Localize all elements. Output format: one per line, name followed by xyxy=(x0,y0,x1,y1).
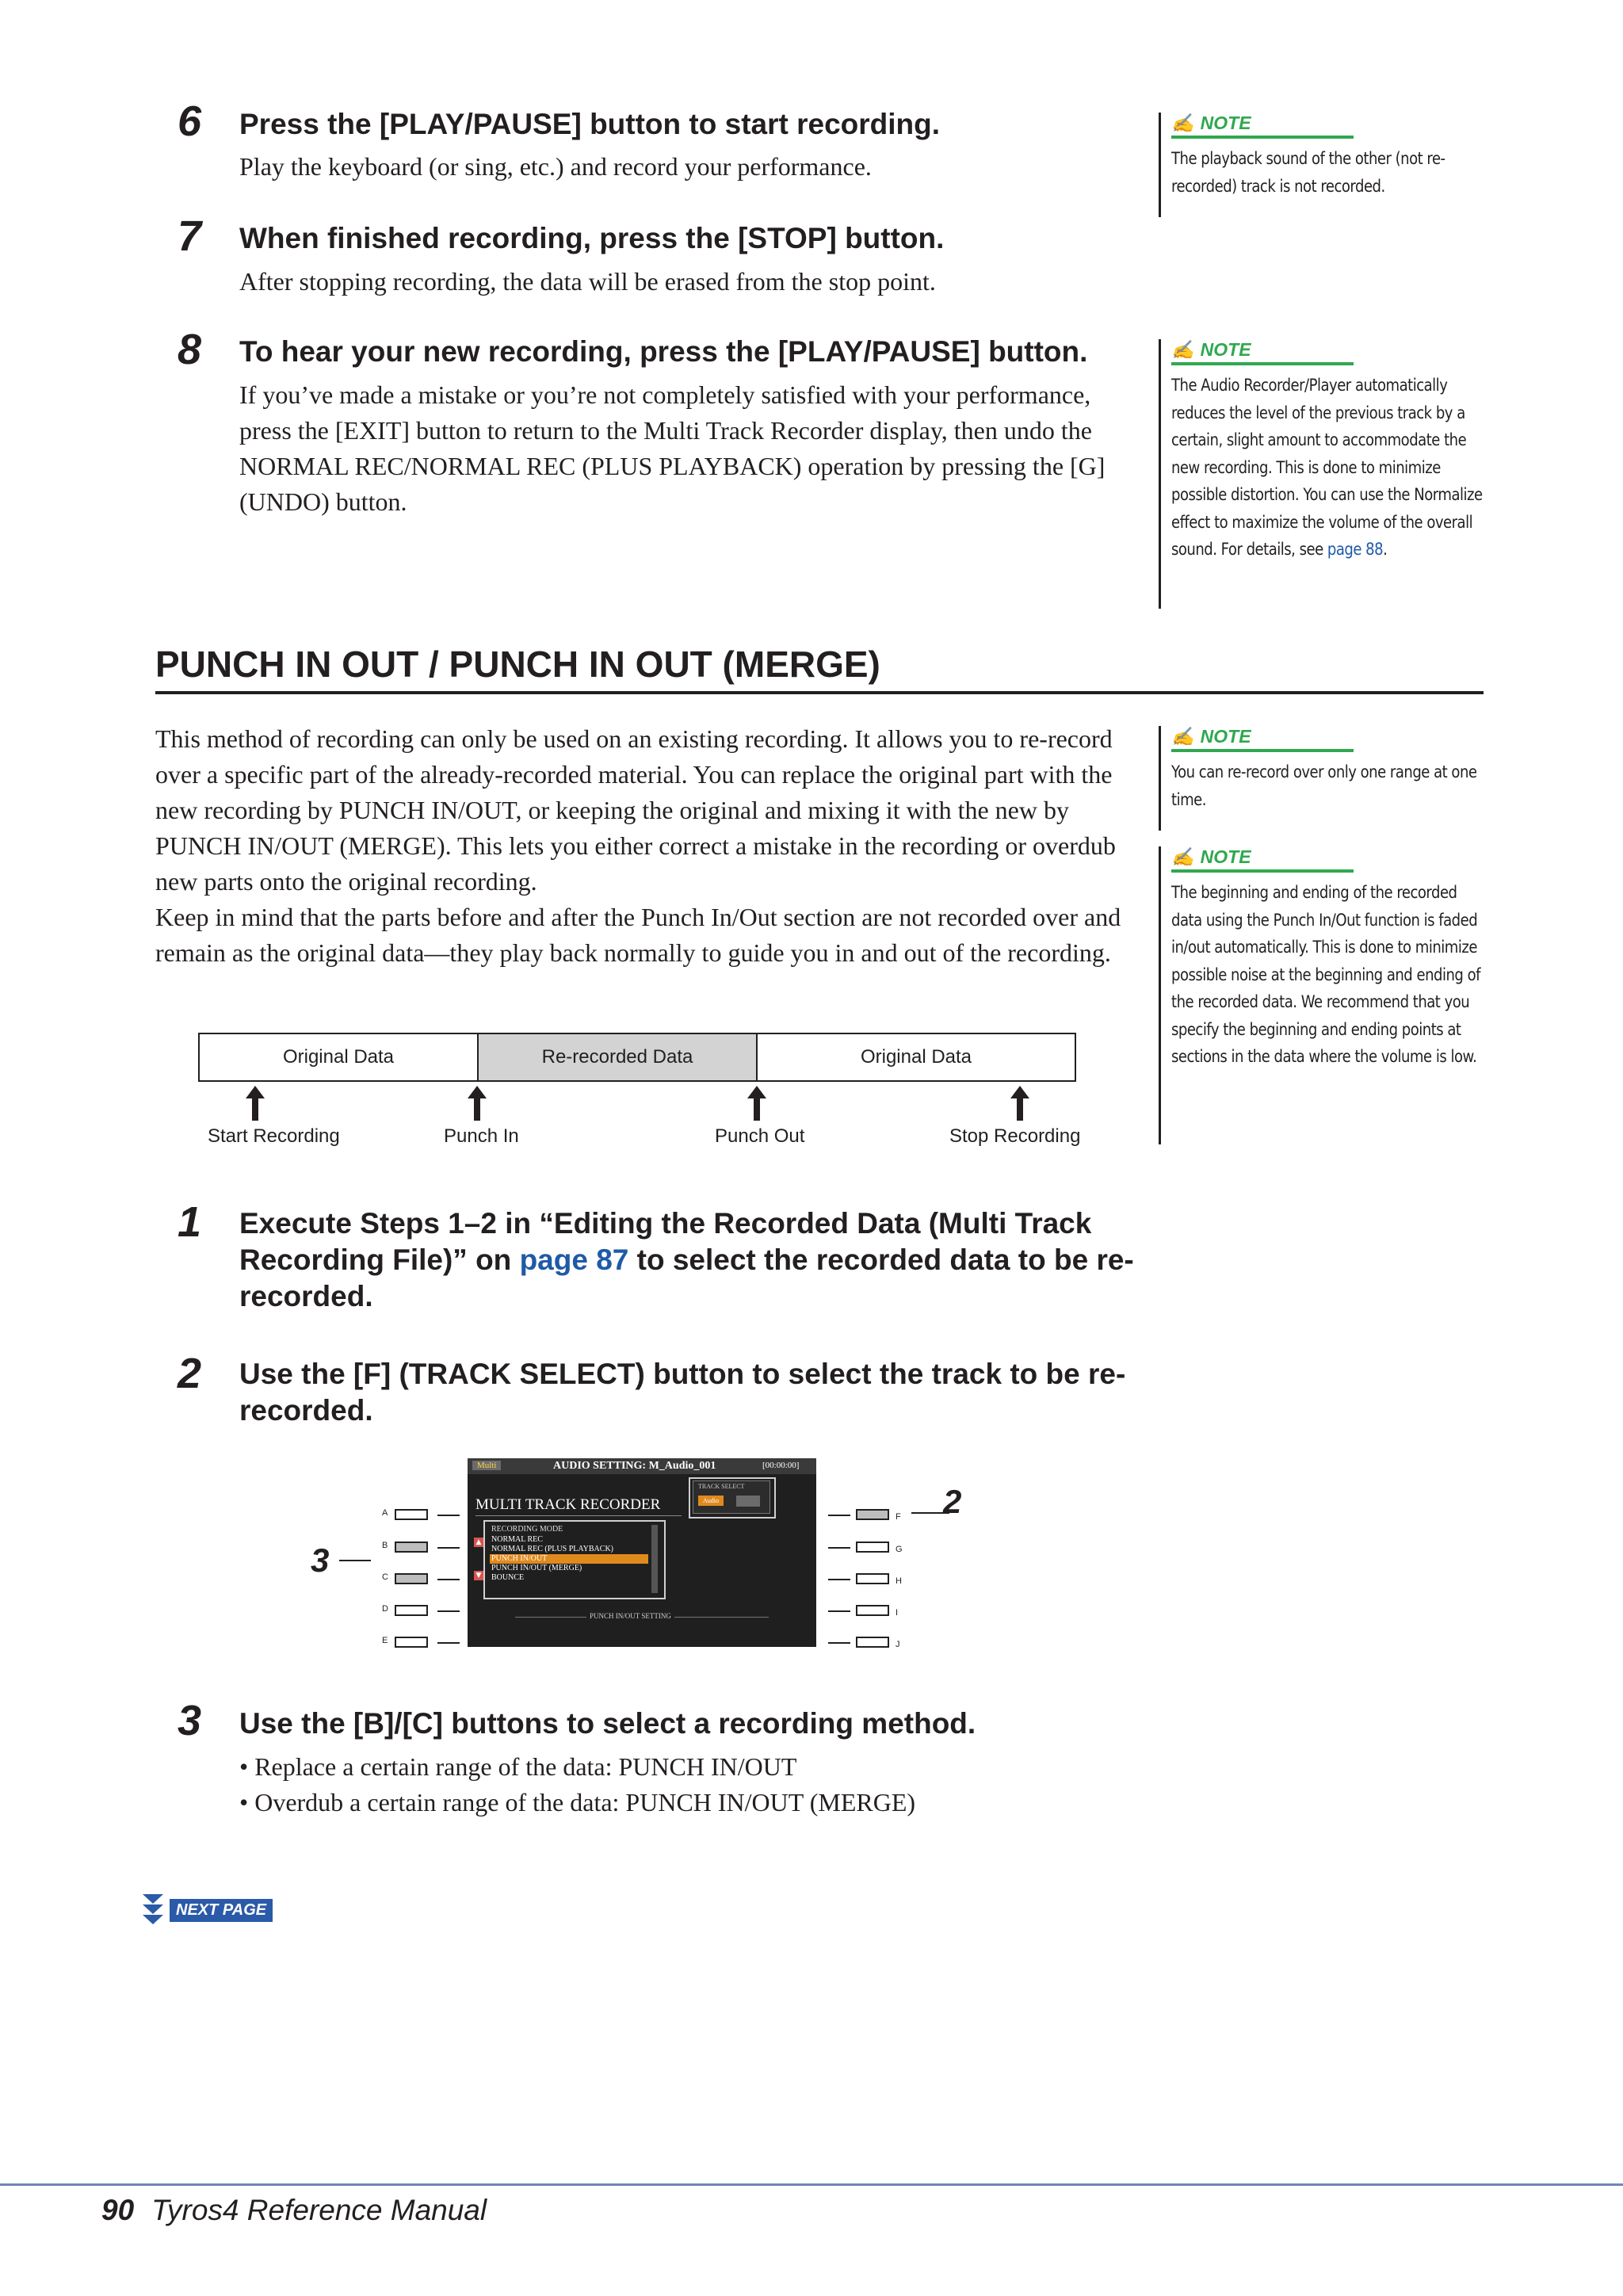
button-g[interactable] xyxy=(856,1541,889,1553)
manual-title: Tyros4 Reference Manual xyxy=(151,2194,487,2226)
note-3-text: You can re-record over only one range at one time. xyxy=(1171,762,1477,809)
note-header: ✍ NOTE xyxy=(1171,339,1354,365)
step-8-heading: To hear your new recording, press the [PLAY/PAUSE] button. xyxy=(239,335,1088,368)
key-label-i: I xyxy=(896,1608,899,1618)
section-paragraph-1: This method of recording can only be used on an existing recording. It allows you to re-record over a specific part of the already-recorded material. You can replace the original part with the new recording by PUNCH IN/OUT, or keeping the original and mixing it with the new by PUNCH IN/OUT (MERGE). This lets you either correct a mistake in the recording or overdub new parts onto the original recording. xyxy=(155,724,1116,896)
lcd-heading: MULTI TRACK RECORDER xyxy=(475,1496,661,1513)
step-number-2: 2 xyxy=(178,1350,202,1397)
next-page-label: NEXT PAGE xyxy=(170,1899,273,1922)
leader-line xyxy=(437,1547,460,1549)
leader-line xyxy=(828,1610,850,1612)
button-j[interactable] xyxy=(856,1637,889,1648)
step-1-heading: Execute Steps 1–2 in “Editing the Recorded Data (Multi Track Recording File)” on page 87 to select the recorded data to be re-recorded. xyxy=(239,1207,1134,1312)
scrollbar[interactable] xyxy=(651,1525,658,1593)
callout-3: 3 xyxy=(311,1541,330,1579)
step-number-6: 6 xyxy=(178,97,202,145)
up-arrow-icon xyxy=(745,1084,769,1122)
step-7-heading: When finished recording, press the [STOP] button. xyxy=(239,222,945,254)
pencil-icon: ✍ xyxy=(1171,113,1194,133)
section-title: PUNCH IN OUT / PUNCH IN OUT (MERGE) xyxy=(155,642,1484,694)
step-6-heading: Press the [PLAY/PAUSE] button to start recording. xyxy=(239,108,941,140)
section-paragraph-2: Keep in mind that the parts before and after the Punch In/Out section are not recorded over and remain as the original data—they play back normally to guide you in and out of the recording. xyxy=(155,903,1121,967)
mode-option[interactable]: BOUNCE xyxy=(491,1573,525,1582)
step-number-3: 3 xyxy=(178,1697,202,1744)
note-header: ✍ NOTE xyxy=(1171,726,1354,752)
mode-option[interactable]: NORMAL REC xyxy=(491,1535,543,1544)
next-page-indicator[interactable] xyxy=(141,1893,273,1927)
key-label-c: C xyxy=(382,1572,388,1582)
highlight-frame xyxy=(689,1477,776,1519)
leader-line xyxy=(828,1642,850,1644)
button-i[interactable] xyxy=(856,1605,889,1616)
diagram-cell-re-recorded-data: Re-recorded Data xyxy=(477,1033,758,1082)
up-arrow-icon xyxy=(1008,1084,1032,1122)
note-2-text: The Audio Recorder/Player automatically reduces the level of the previous track by a certain, slight amount to accommodate the new recording. This is done to minimize possible distortion. You can use the Normalize effect to maximize the volume of the overall sound. For details, see page 88. xyxy=(1171,376,1483,559)
button-a[interactable] xyxy=(395,1509,428,1520)
button-c[interactable] xyxy=(395,1573,428,1584)
key-label-g: G xyxy=(896,1545,903,1554)
pencil-icon: ✍ xyxy=(1171,726,1194,747)
up-arrow-icon xyxy=(243,1084,267,1122)
leader-line xyxy=(828,1515,850,1516)
key-label-j: J xyxy=(896,1640,900,1649)
key-label-e: E xyxy=(382,1636,388,1645)
step-number-7: 7 xyxy=(178,212,202,260)
key-label-b: B xyxy=(382,1541,388,1550)
step-3-bullet-1: • Replace a certain range of the data: PUNCH IN/OUT xyxy=(239,1752,797,1781)
note-header: ✍ NOTE xyxy=(1171,113,1354,139)
leader-line xyxy=(828,1547,850,1549)
pencil-icon: ✍ xyxy=(1171,339,1194,360)
mode-option-selected[interactable]: PUNCH IN/OUT xyxy=(491,1554,548,1563)
page-footer xyxy=(101,2194,487,2227)
page-number: 90 xyxy=(101,2194,135,2226)
track-audio-button[interactable]: Audio xyxy=(698,1496,724,1506)
lcd-mode-tag: Multi xyxy=(472,1461,501,1470)
step-number-8: 8 xyxy=(178,326,202,373)
leader-line xyxy=(437,1579,460,1580)
mode-option[interactable]: NORMAL REC (PLUS PLAYBACK) xyxy=(491,1545,614,1553)
button-f[interactable] xyxy=(856,1509,889,1520)
lcd-display xyxy=(468,1458,816,1647)
step-7-body: After stopping recording, the data will be erased from the stop point. xyxy=(239,267,936,296)
label-punch-in: Punch In xyxy=(444,1125,519,1147)
label-stop-recording: Stop Recording xyxy=(949,1125,1081,1147)
label-start-recording: Start Recording xyxy=(208,1125,340,1147)
label-punch-out: Punch Out xyxy=(715,1125,805,1147)
key-label-d: D xyxy=(382,1604,388,1614)
step-2-heading: Use the [F] (TRACK SELECT) button to select the track to be re-recorded. xyxy=(239,1358,1126,1427)
page-87-link[interactable]: page 87 xyxy=(519,1244,629,1276)
button-d[interactable] xyxy=(395,1605,428,1616)
note-header: ✍ NOTE xyxy=(1171,846,1354,873)
recording-mode-label: RECORDING MODE xyxy=(491,1525,563,1534)
up-arrow-icon xyxy=(465,1084,489,1122)
pencil-icon: ✍ xyxy=(1171,846,1194,867)
leader-line xyxy=(437,1642,460,1644)
triple-chevron-down-icon xyxy=(141,1893,165,1927)
track-select-label: TRACK SELECT xyxy=(698,1483,745,1490)
note-1-text: The playback sound of the other (not re-recorded) track is not recorded. xyxy=(1171,149,1445,196)
leader-line xyxy=(828,1579,850,1580)
callout-2: 2 xyxy=(943,1483,962,1520)
step-number-1: 1 xyxy=(178,1198,202,1246)
divider xyxy=(475,1515,682,1516)
footer-rule xyxy=(0,2183,1623,2186)
note-3 xyxy=(1159,726,1488,831)
up-arrow-icon: ▲ xyxy=(474,1538,483,1547)
leader-line xyxy=(437,1610,460,1612)
punch-setting-label: PUNCH IN/OUT SETTING xyxy=(586,1612,674,1620)
down-arrow-icon: ▼ xyxy=(474,1571,483,1580)
diagram-cell-original-data: Original Data xyxy=(756,1033,1076,1082)
button-e[interactable] xyxy=(395,1637,428,1648)
leader-line xyxy=(437,1515,460,1516)
key-label-a: A xyxy=(382,1508,388,1518)
lcd-time: [00:00:00] xyxy=(762,1461,800,1470)
note-4 xyxy=(1159,846,1488,1144)
diagram-cell-original-data: Original Data xyxy=(198,1033,479,1082)
page-88-link[interactable]: page 88 xyxy=(1327,540,1384,559)
note-1 xyxy=(1159,113,1488,217)
note-4-text: The beginning and ending of the recorded data using the Punch In/Out function is faded in/out automatically. This is done to minimize possible noise at the beginning and ending of the recorded data. We recommend that you specify the beginning and ending points at sections in the data where the volume is low. xyxy=(1171,883,1480,1066)
key-label-f: F xyxy=(896,1512,901,1522)
button-b[interactable] xyxy=(395,1541,428,1553)
mode-option[interactable]: PUNCH IN/OUT (MERGE) xyxy=(491,1564,582,1572)
step-8-body: If you’ve made a mistake or you’re not completely satisfied with your performance, press the [EXIT] button to return to the Multi Track Recorder display, then undo the NORMAL REC/NORMAL REC (PLUS PLAYBACK) operation by pressing the [G] (UNDO) button. xyxy=(239,380,1106,516)
step-6-body: Play the keyboard (or sing, etc.) and record your performance. xyxy=(239,152,872,181)
step-3-bullet-2: • Overdub a certain range of the data: PUNCH IN/OUT (MERGE) xyxy=(239,1788,916,1817)
button-h[interactable] xyxy=(856,1573,889,1584)
step-3-heading: Use the [B]/[C] buttons to select a recording method. xyxy=(239,1707,976,1740)
lcd-title: AUDIO SETTING: M_Audio_001 xyxy=(553,1460,716,1472)
note-2 xyxy=(1159,339,1488,609)
key-label-h: H xyxy=(896,1576,902,1586)
callout-line xyxy=(339,1560,371,1561)
